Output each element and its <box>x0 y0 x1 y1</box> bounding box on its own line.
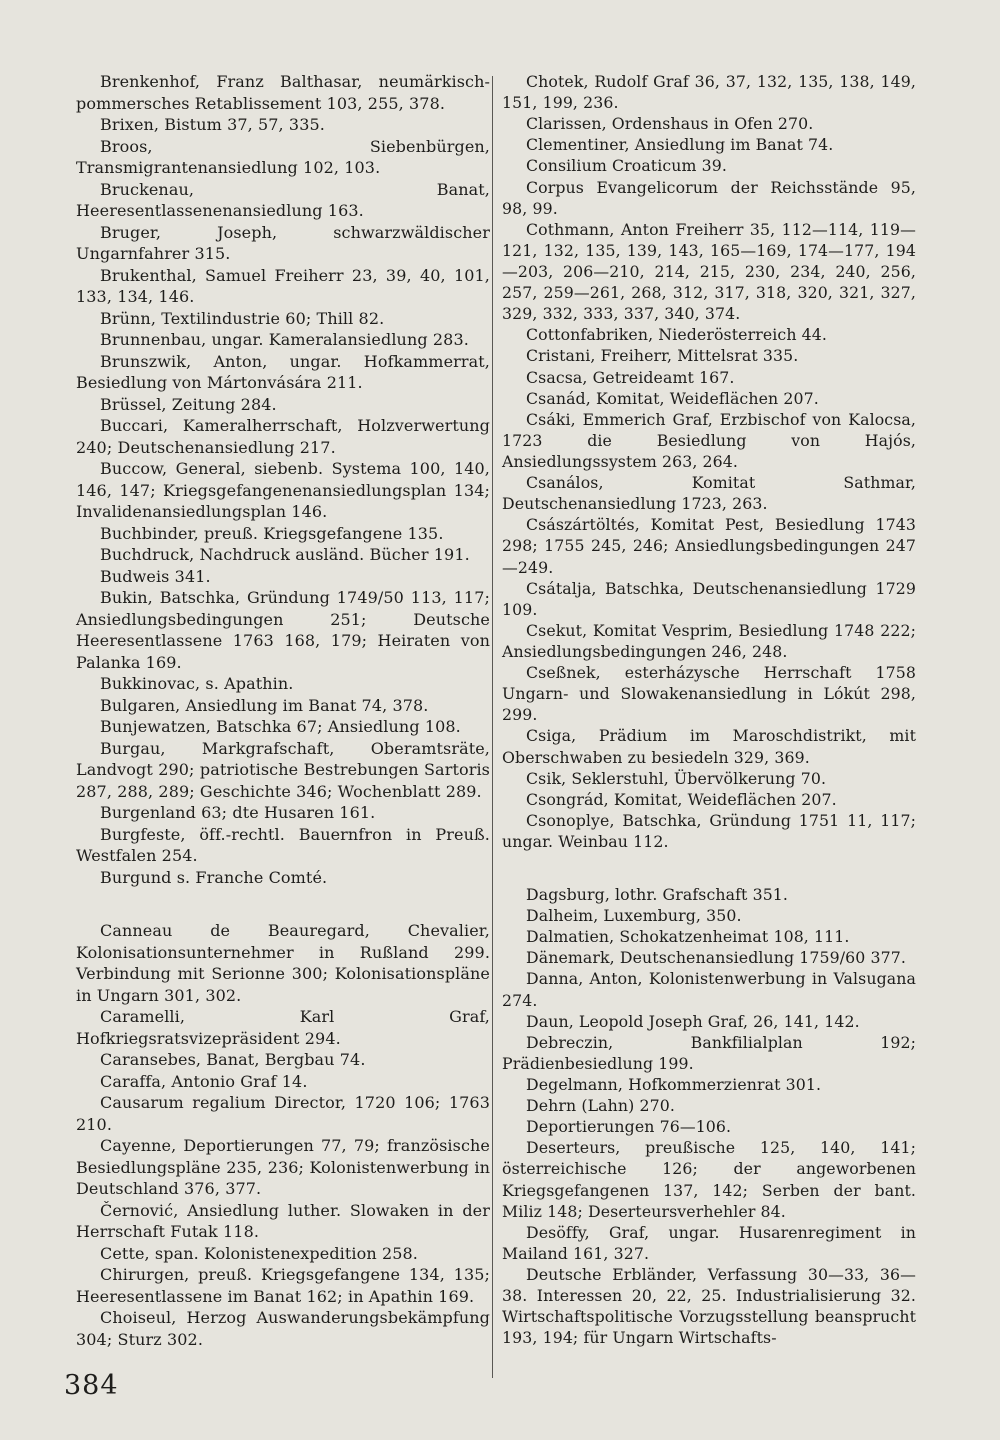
index-entry: Dagsburg, lothr. Grafschaft 351. <box>526 885 789 905</box>
index-entry: Choiseul, Herzog Auswanderungsbekämpfung 304; Sturz 302. <box>76 1308 490 1349</box>
index-entry: Cottonfabriken, Niederösterreich 44. <box>526 325 828 345</box>
index-entry: Deserteurs, preußische 125, 140, 141; österreichische 126; der angeworbenen Kriegsgefangenen 137, 142; Serben der bant. Miliz 148; Deserteursverhehler 84. <box>502 1138 916 1221</box>
index-entry: Debreczin, Bankfilialplan 192; Prädienbesiedlung 199. <box>502 1032 916 1073</box>
index-entry: Brixen, Bistum 37, 57, 335. <box>100 115 325 134</box>
index-entry: Császártöltés, Komitat Pest, Besiedlung 1743 298; 1755 245, 246; Ansiedlungsbedingungen 247—249. <box>502 515 916 577</box>
index-entry: Consilium Croaticum 39. <box>526 156 728 176</box>
index-entry: Buchdruck, Nachdruck ausländ. Bücher 191. <box>100 545 470 564</box>
index-entry: Brünn, Textilindustrie 60; Thill 82. <box>100 308 385 328</box>
column-divider <box>492 76 493 1378</box>
index-entry: Corpus Evangelicorum der Reichsstände 95, 98, 99. <box>502 177 916 218</box>
index-entry: Csiga, Prädium im Maroschdistrikt, mit Oberschwaben zu besiedeln 329, 369. <box>502 726 916 767</box>
index-entry: Dehrn (Lahn) 270. <box>526 1096 675 1116</box>
index-entry: Dalmatien, Schokatzenheimat 108, 111. <box>526 927 850 947</box>
index-entry: Bruger, Joseph, schwarzwäldischer Ungarnfahrer 315. <box>76 222 490 263</box>
index-entry: Csongrád, Komitat, Weideflächen 207. <box>526 789 837 809</box>
index-entry: Csonoplye, Batschka, Gründung 1751 11, 117; ungar. Weinbau 112. <box>502 810 916 851</box>
index-entry: Csekut, Komitat Vesprim, Besiedlung 1748 222; Ansiedlungsbedingungen 246, 248. <box>502 620 916 661</box>
index-entry: Caransebes, Banat, Bergbau 74. <box>100 1050 366 1069</box>
index-entry: Cseßnek, esterházysche Herrschaft 1758 Ungarn- und Slowakenansiedlung in Lókút 298, 299. <box>502 663 916 725</box>
index-entry: Brukenthal, Samuel Freiherr 23, 39, 40, 101, 133, 134, 146. <box>76 265 490 306</box>
index-entry: Caramelli, Karl Graf, Hofkriegsratsvizepräsident 294. <box>76 1007 490 1048</box>
index-entry: Clementiner, Ansiedlung im Banat 74. <box>526 135 834 155</box>
index-entry: Cette, span. Kolonistenexpedition 258. <box>100 1243 418 1263</box>
index-entry: Broos, Siebenbürgen, Transmigrantenansiedlung 102, 103. <box>76 136 490 177</box>
index-entry: Bunjewatzen, Batschka 67; Ansiedlung 108. <box>100 717 461 736</box>
index-entry: Clarissen, Ordenshaus in Ofen 270. <box>526 114 814 134</box>
section-gap <box>76 888 490 920</box>
index-entry: Buchbinder, preuß. Kriegsgefangene 135. <box>100 523 444 543</box>
index-entry: Bukkinovac, s. Apathin. <box>100 674 294 693</box>
index-entry: Csik, Seklerstuhl, Übervölkerung 70. <box>526 768 827 788</box>
right-column <box>502 71 916 1348</box>
left-column <box>76 71 490 1350</box>
index-entry: Chotek, Rudolf Graf 36, 37, 132, 135, 138, 149, 151, 199, 236. <box>502 72 916 113</box>
index-entry: Danna, Anton, Kolonistenwerbung in Valsugana 274. <box>502 969 916 1010</box>
index-entry: Csanálos, Komitat Sathmar, Deutschenansiedlung 1723, 263. <box>502 473 916 514</box>
index-entry: Canneau de Beauregard, Chevalier, Kolonisationsunternehmer in Rußland 299. Verbindung mit Serionne 300; Kolonisationspläne in Ungarn 301, 302. <box>76 921 490 1005</box>
index-entry: Dänemark, Deutschenansiedlung 1759/60 377. <box>526 948 907 968</box>
index-entry: Brunnenbau, ungar. Kameralansiedlung 283. <box>100 330 469 349</box>
section-gap <box>502 852 916 884</box>
index-entry: Bruckenau, Banat, Heeresentlassenenansiedlung 163. <box>76 179 490 220</box>
index-entry: Cothmann, Anton Freiherr 35, 112—114, 119—121, 132, 135, 139, 143, 165—169, 174—177, 194—203, 206—210, 214, 215, 230, 234, 240, 256, 257, 259—261, 268, 312, 317, 318, 320, 321, 327, 329, 332, 333, 337, 340, 374. <box>502 219 916 324</box>
index-entry: Cayenne, Deportierungen 77, 79; französische Besiedlungspläne 235, 236; Kolonistenwerbung in Deutschland 376, 377. <box>76 1136 490 1198</box>
index-entry: Csanád, Komitat, Weideflächen 207. <box>526 388 819 408</box>
index-entry: Bulgaren, Ansiedlung im Banat 74, 378. <box>100 695 429 715</box>
index-entry: Burgfeste, öff.-rechtl. Bauernfron in Preuß. Westfalen 254. <box>76 824 490 865</box>
index-entry: Černović, Ansiedlung luther. Slowaken in der Herrschaft Futak 118. <box>76 1200 490 1241</box>
index-entry: Brüssel, Zeitung 284. <box>100 394 277 414</box>
index-entry: Caraffa, Antonio Graf 14. <box>100 1071 308 1091</box>
index-entry: Buccari, Kameralherrschaft, Holzverwertung 240; Deutschenansiedlung 217. <box>76 416 490 457</box>
index-entry: Chirurgen, preuß. Kriegsgefangene 134, 135; Heeresentlassene im Banat 162; in Apathin 169. <box>76 1265 490 1306</box>
index-entry: Brenkenhof, Franz Balthasar, neumärkisch-pommersches Retablissement 103, 255, 378. <box>76 72 490 113</box>
index-entry: Deportierungen 76—106. <box>526 1117 732 1137</box>
index-entry: Daun, Leopold Joseph Graf, 26, 141, 142. <box>526 1011 860 1031</box>
index-entry: Deutsche Erbländer, Verfassung 30—33, 36—38. Interessen 20, 22, 25. Industrialisierung 32. Wirtschaftspolitische Vorzugsstellung beansprucht 193, 194; für Ungarn Wirtschafts- <box>502 1265 916 1348</box>
index-entry: Dalheim, Luxemburg, 350. <box>526 906 742 926</box>
index-entry: Causarum regalium Director, 1720 106; 1763 210. <box>76 1093 490 1134</box>
index-entry: Burgenland 63; dte Husaren 161. <box>100 803 376 822</box>
index-entry: Cristani, Freiherr, Mittelsrat 335. <box>526 346 799 366</box>
index-entry: Buccow, General, siebenb. Systema 100, 140, 146, 147; Kriegsgefangenenansiedlungsplan 134; Invalidenansiedlungsplan 146. <box>76 459 490 521</box>
index-entry: Burgau, Markgrafschaft, Oberamtsräte, Landvogt 290; patriotische Bestrebungen Sartoris 287, 288, 289; Geschichte 346; Wochenblatt 289. <box>76 738 490 801</box>
index-entry: Bukin, Batschka, Gründung 1749/50 113, 117; Ansiedlungsbedingungen 251; Deutsche Heeresentlassene 1763 168, 179; Heiraten von Palanka 169. <box>76 588 490 672</box>
index-entry: Budweis 341. <box>100 566 211 586</box>
index-entry: Csátalja, Batschka, Deutschenansiedlung 1729 109. <box>502 578 916 619</box>
index-entry: Csáki, Emmerich Graf, Erzbischof von Kalocsa, 1723 die Besiedlung von Hajós, Ansiedlungssystem 263, 264. <box>502 409 916 471</box>
page-number: 384 <box>64 1370 119 1401</box>
index-entry: Burgund s. Franche Comté. <box>100 867 328 887</box>
index-entry: Degelmann, Hofkommerzienrat 301. <box>526 1075 822 1095</box>
index-entry: Brunszwik, Anton, ungar. Hofkammerrat, Besiedlung von Mártonvására 211. <box>76 351 490 392</box>
index-entry: Desöffy, Graf, ungar. Husarenregiment in Mailand 161, 327. <box>502 1222 916 1263</box>
index-entry: Csacsa, Getreideamt 167. <box>526 367 735 387</box>
